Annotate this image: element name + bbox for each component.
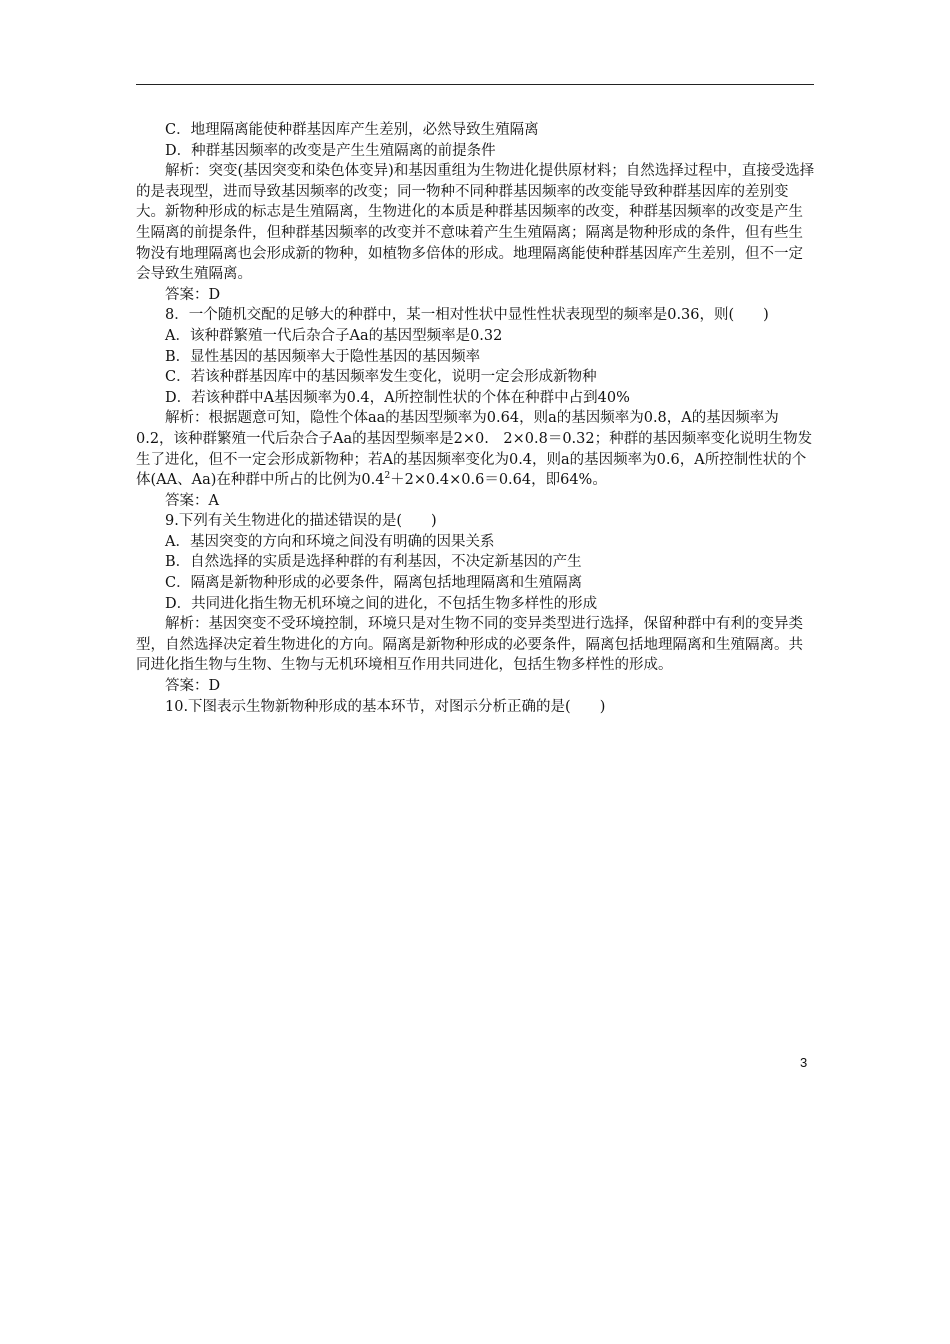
q9-option-d: D．共同进化指生物无机环境之间的进化，不包括生物多样性的形成 (165, 595, 598, 612)
q10-stem: 10.下图表示生物新物种形成的基本环节，对图示分析正确的是( ) (165, 698, 606, 715)
q7-analysis: 解析：突变(基因突变和染色体变异)和基因重组为生物进化提供原材料；自然选择过程中，直接受选择的是表现型，进而导致基因频率的改变；同一物种不同种群基因频率的改变能导致种群基因库的差别变大。新物种形成的标志是生殖隔离，生物进化的本质是种群基因频率的改变，种群基因频率的改变是产生生隔离的前提条件，但种群基因频率的改变并不意味着产生生殖隔离；隔离是物种形成的条件，但有些生物没有地理隔离也会形成新的物种，如植物多倍体的形成。地理隔离能使种群基因库产生差别，但不一定会导致生殖隔离。 (136, 163, 815, 283)
page-number: 3 (800, 1055, 808, 1070)
q7-option-c: C．地理隔离能使种群基因库产生差别，必然导致生殖隔离 (165, 122, 539, 138)
q8-option-d: D．若该种群中A基因频率为0.4，A所控制性状的个体在种群中占到40% (165, 389, 630, 406)
q7-option-d: D．种群基因频率的改变是产生生殖隔离的前提条件 (165, 142, 496, 159)
q8-option-b: B．显性基因的基因频率大于隐性基因的基因频率 (165, 348, 481, 365)
q9-option-b: B．自然选择的实质是选择种群的有利基因，不决定新基因的产生 (165, 554, 582, 571)
q9-answer: 答案：D (165, 678, 221, 695)
q8-stem: 8．一个随机交配的足够大的种群中，某一相对性状中显性性状表现型的频率是0.36，则( ) (165, 307, 769, 324)
q8-analysis (136, 408, 816, 490)
q8-analysis-exponent: 2 (384, 471, 391, 482)
q9-option-c: C．隔离是新物种形成的必要条件，隔离包括地理隔离和生殖隔离 (165, 575, 583, 592)
header-rule (136, 84, 814, 85)
q8-analysis-text-1: 解析：根据题意可知，隐性个体aa的基因型频率为0.64，则a的基因频率为0.8，A的基因频率为0.2，该种群繁殖一代后杂合子Aa的基因型频率是2×0. 2×0.8＝0.32；种群的基因频率变化说明生物发生了进化，但不一定会形成新物种；若A的基因频率变化为0.4，则a的基因频率为0.6，A所控制性状的个体(AA、Aa)在种群中所占的比例为0.4 (136, 410, 813, 489)
q8-option-c: C．若该种群基因库中的基因频率发生变化，说明一定会形成新物种 (165, 369, 597, 386)
q8-analysis-text-2: ＋2×0.4×0.6＝0.64，即64%。 (390, 472, 607, 489)
q8-option-a: A．该种群繁殖一代后杂合子Aa的基因型频率是0.32 (165, 327, 503, 344)
q9-option-a: A．基因突变的方向和环境之间没有明确的因果关系 (165, 533, 495, 550)
q8-answer: 答案：A (165, 492, 219, 509)
q7-answer: 答案：D (165, 286, 221, 303)
q9-analysis: 解析：基因突变不受环境控制，环境只是对生物不同的变异类型进行选择，保留种群中有利的变异类型，自然选择决定着生物进化的方向。隔离是新物种形成的必要条件，隔离包括地理隔离和生殖隔离。共同进化指生物与生物、生物与无机环境相互作用共同进化，包括生物多样性的形成。 (136, 616, 803, 674)
q9-stem: 9.下列有关生物进化的描述错误的是( ) (165, 513, 437, 530)
document-body (136, 120, 816, 717)
